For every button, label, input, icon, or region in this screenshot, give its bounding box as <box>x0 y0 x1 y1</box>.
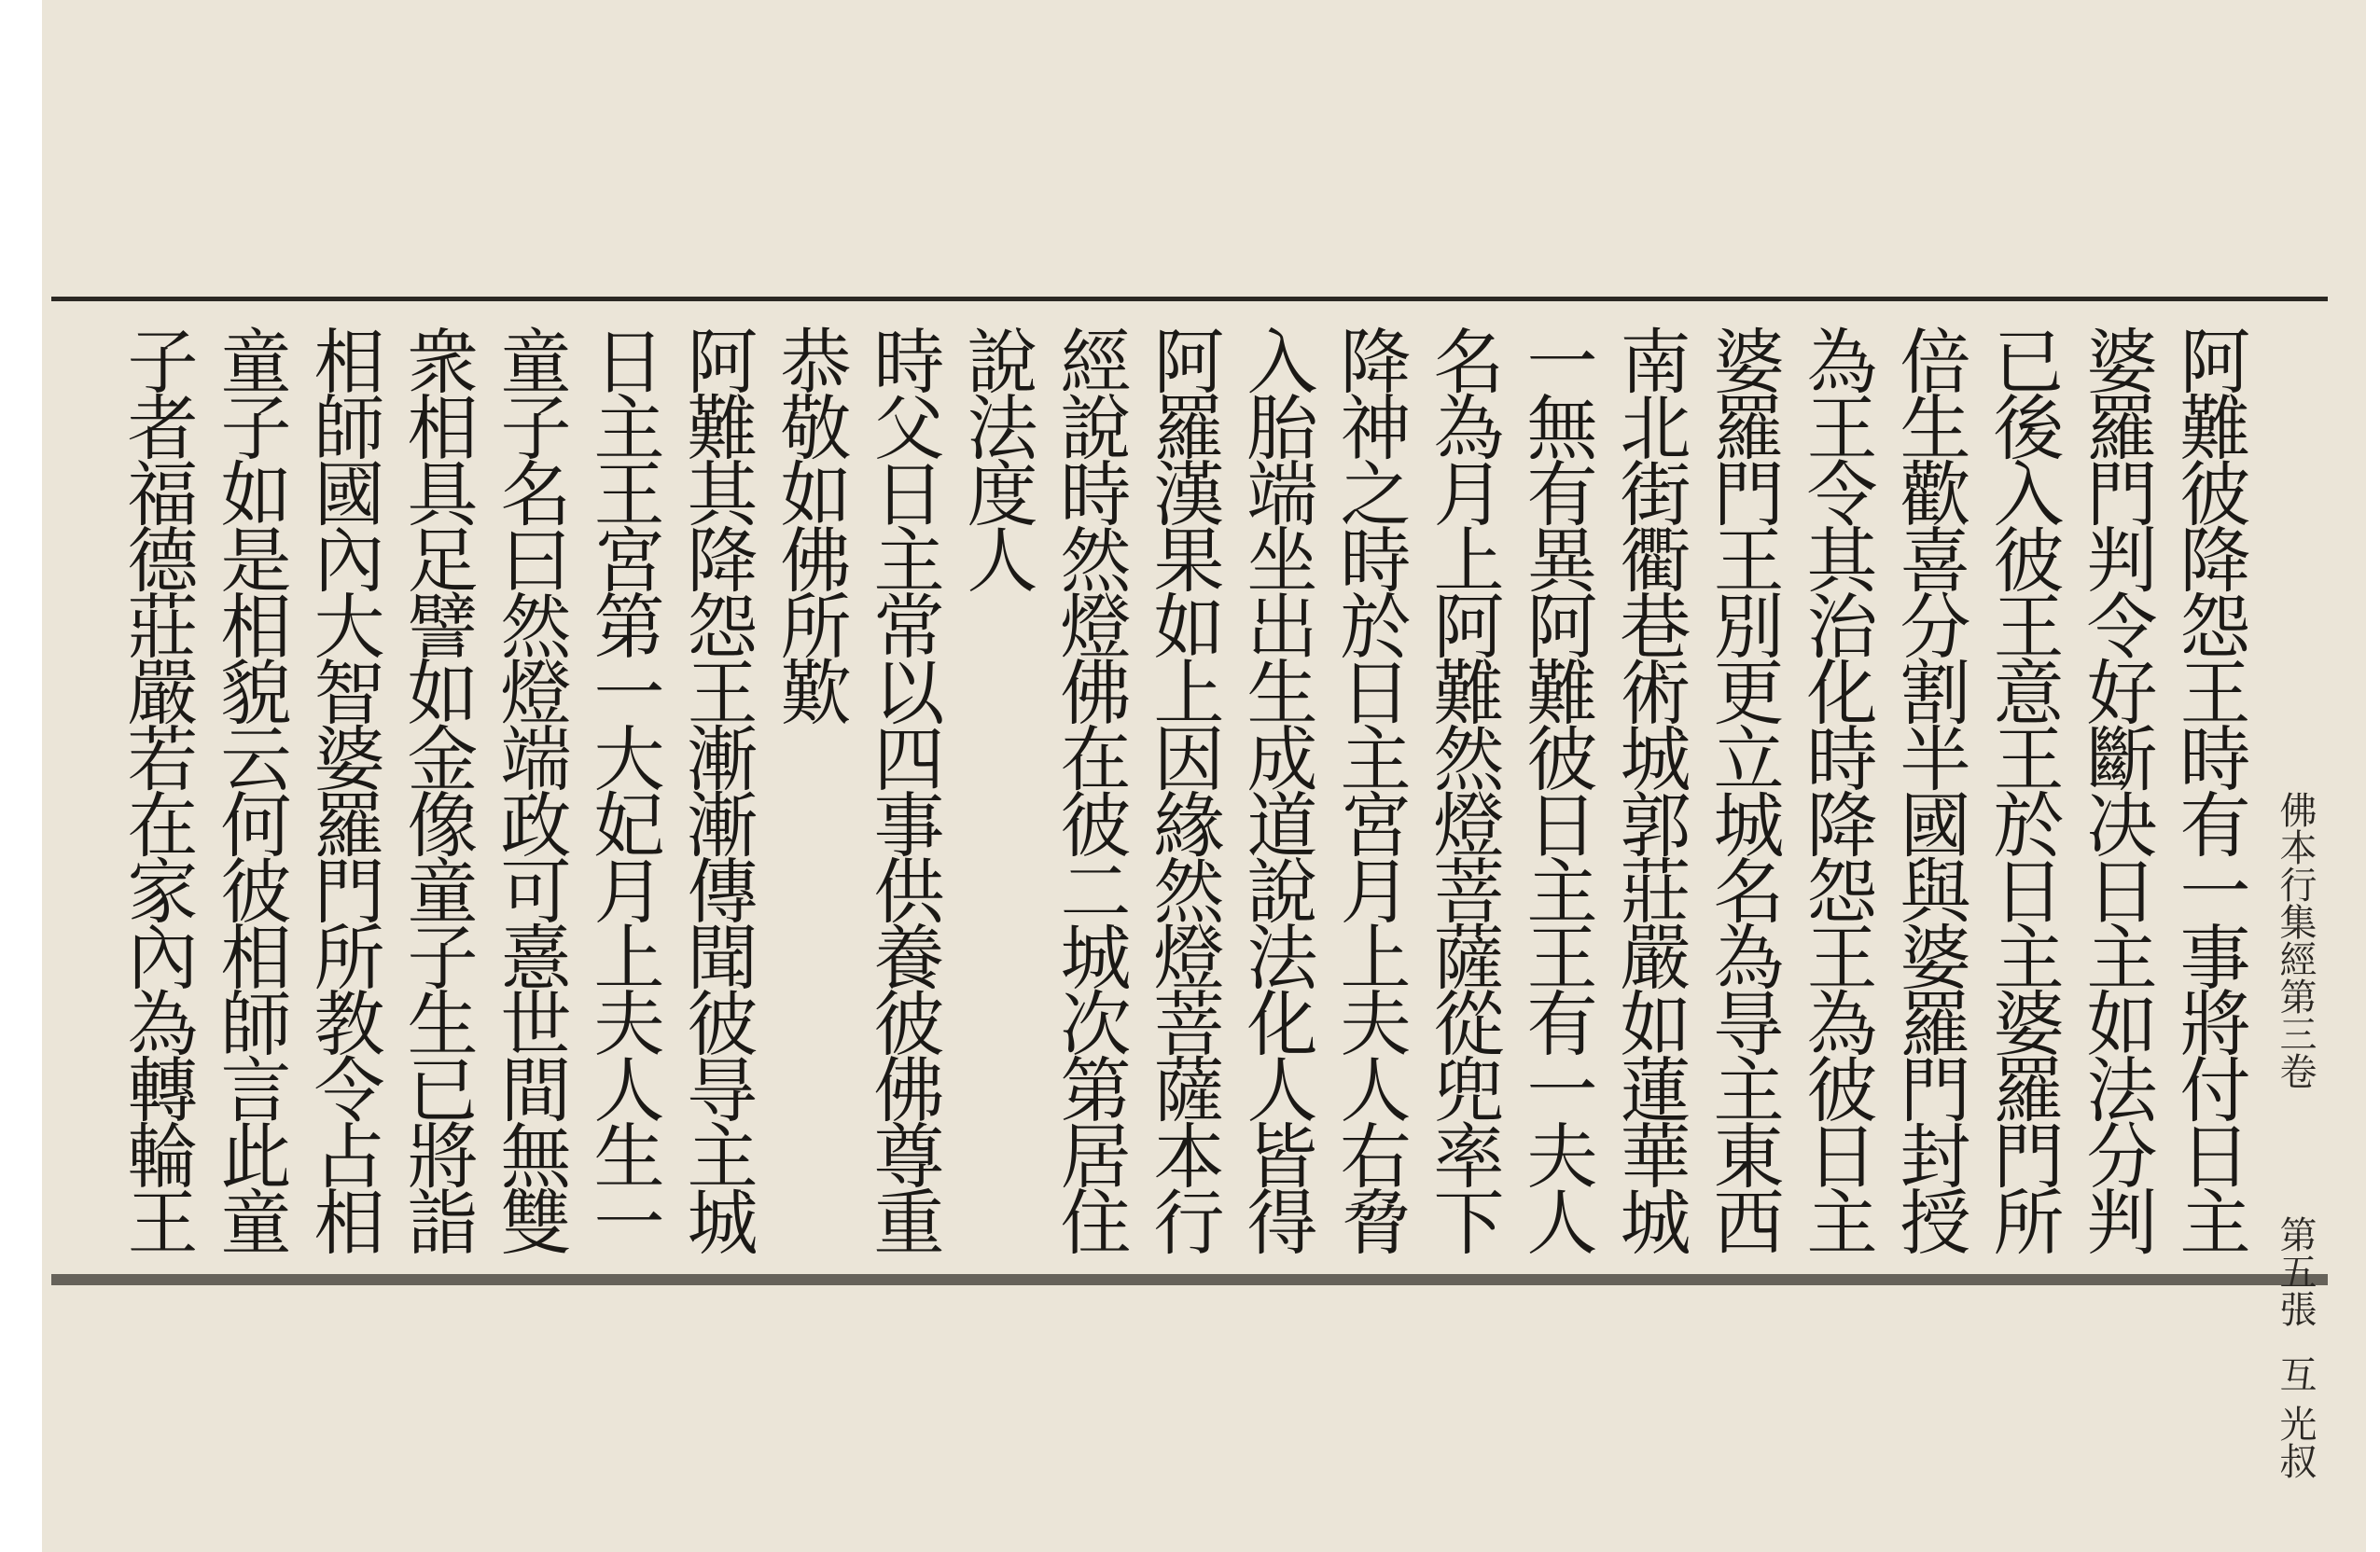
text-column: 恭敬如佛所歎 <box>769 325 852 722</box>
text-column: 阿難其降怨王漸漸傳聞彼㝵主城 <box>675 325 759 1252</box>
text-column: 為王令其治化時降怨王為彼日主 <box>1795 325 1878 1252</box>
text-column: 衆相具足譬如金像童子生已將詣 <box>396 325 479 1252</box>
margin-carver-note: 互 光叔 <box>2274 1355 2317 1479</box>
frame-top-rule <box>51 297 2328 301</box>
text-column: 入胎端坐出生成道說法化人皆得 <box>1235 325 1318 1252</box>
text-column: 已後入彼王意王於日主婆羅門所 <box>1982 325 2065 1252</box>
text-column: 南北街衢巷術城郭莊嚴如蓮華城 <box>1608 325 1691 1252</box>
text-column: 相師國內大智婆羅門所教令占相 <box>302 325 385 1252</box>
text-column: 時父日主常以四事供養彼佛尊重 <box>862 325 945 1252</box>
text-column: 降神之時於日主宮月上夫人右脅 <box>1329 325 1412 1252</box>
text-column: 婆羅門王別更立城名為㝵主東西 <box>1702 325 1785 1252</box>
text-column: 一無有異阿難彼日主王有一夫人 <box>1515 325 1598 1252</box>
text-column: 童子如是相貌云何彼相師言此童 <box>209 325 292 1252</box>
frame-bottom-rule <box>51 1274 2328 1285</box>
text-column: 子者福德莊嚴若在家內為轉輪王 <box>116 325 199 1252</box>
text-column: 經說時然燈佛在彼二城次第居住 <box>1049 325 1132 1252</box>
printed-frame <box>51 297 2328 1479</box>
margin-sheet-number: 第五張 <box>2274 1215 2317 1327</box>
text-column: 日主王宮第一大妃月上夫人生一 <box>582 325 665 1252</box>
text-column: 名為月上阿難然燈菩薩從兜率下 <box>1422 325 1505 1252</box>
text-column: 婆羅門判令好斷决日主如法分判 <box>2075 325 2158 1252</box>
text-column: 童子名曰然燈端政可憙世間無雙 <box>489 325 572 1252</box>
text-column: 說法度人 <box>955 325 1038 589</box>
text-column: 阿羅漢果如上因緣然燈菩薩本行 <box>1142 325 1225 1252</box>
text-column: 倍生歡喜分割半國與婆羅門封授 <box>1888 325 1971 1252</box>
text-column: 阿難彼降怨王時有一事將付日主 <box>2168 325 2251 1252</box>
margin-title: 佛本行集經第三卷 <box>2274 791 2317 1089</box>
